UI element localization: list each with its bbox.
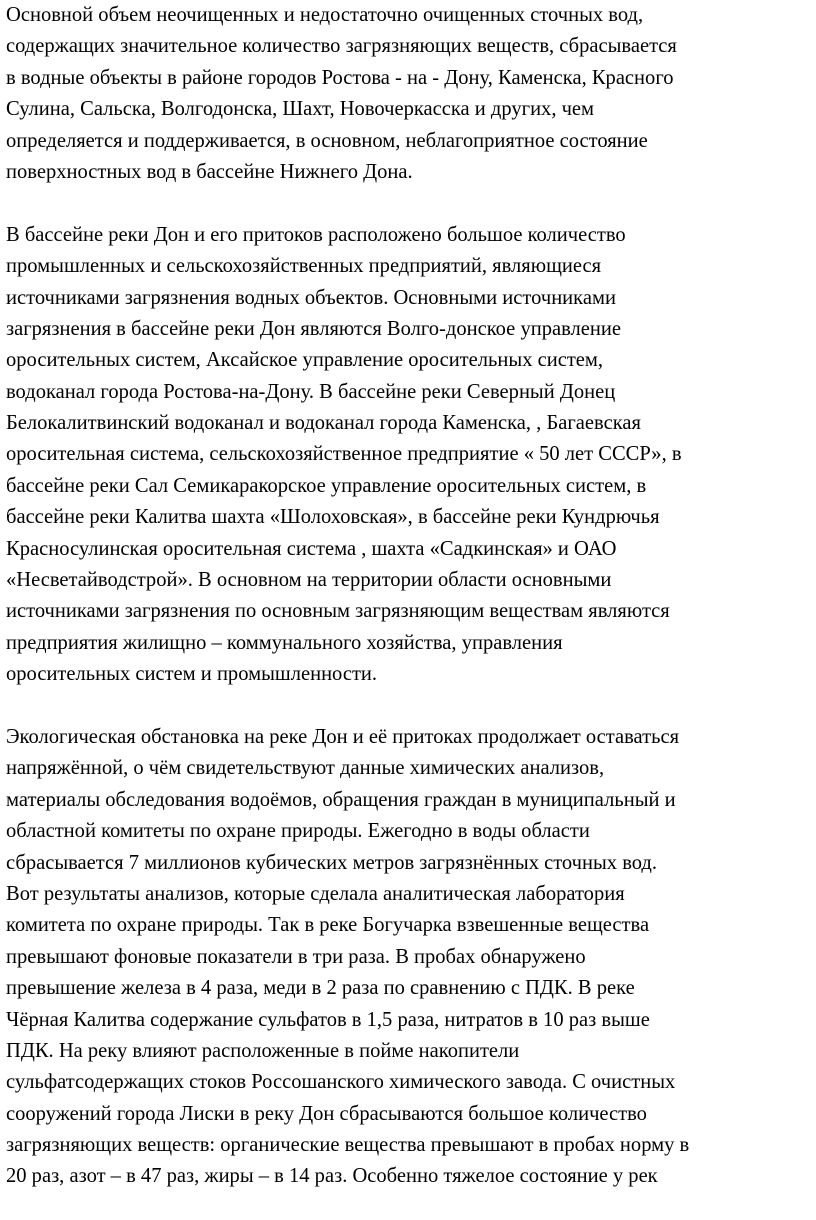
text-line: Чёрная Калитва содержание сульфатов в 1,5 раза, нитратов в 10 раз выше (6, 1008, 650, 1031)
text-line: оросительная система, сельскохозяйственное предприятие « 50 лет СССР», в (6, 443, 682, 466)
text-line: Сулина, Сальска, Волгодонска, Шахт, Новочеркасска и других, чем (6, 98, 595, 121)
text-line: источниками загрязнения водных объектов. Основными источниками (6, 286, 616, 309)
text-line: сбрасывается 7 миллионов кубических метров загрязнённых сточных вод. (6, 851, 658, 874)
document-page (6, 0, 812, 1193)
text-line: сооружений города Лиски в реку Дон сбрасываются большое количество (6, 1102, 647, 1125)
paragraph-gap (6, 691, 812, 722)
text-line: бассейне реки Сал Семикаракорское управление оросительных систем, в (6, 474, 647, 497)
text-line: ПДК. На реку влияют расположенные в пойме накопители (6, 1039, 520, 1062)
text-line: комитета по охране природы. Так в реке Богучарка взвешенные вещества (6, 914, 650, 937)
text-line: Белокалитвинский водоканал и водоканал города Каменска, , Багаевская (6, 412, 641, 435)
paragraph-1 (6, 0, 812, 188)
paragraph-2 (6, 220, 812, 691)
text-line: областной комитеты по охране природы. Ежегодно в воды области (6, 820, 590, 843)
paragraph-3 (6, 722, 812, 1193)
text-line: источниками загрязнения по основным загрязняющим веществам являются (6, 600, 670, 623)
text-line: в водные объекты в районе городов Ростова - на - Дону, Каменска, Красного (6, 66, 674, 89)
text-line: определяется и поддерживается, в основном, неблагоприятное состояние (6, 129, 648, 152)
text-line: загрязнения в бассейне реки Дон являются Волго-донское управление (6, 317, 622, 340)
text-line: «Несветайводстрой». В основном на территории области основными (6, 569, 612, 592)
text-line: напряжённой, о чём свидетельствуют данные химических анализов, (6, 757, 605, 780)
text-line: В бассейне реки Дон и его притоков расположено большое количество (6, 223, 626, 246)
text-line: оросительных систем и промышленности. (6, 663, 378, 686)
text-line: материалы обследования водоёмов, обращения граждан в муниципальный и (6, 788, 676, 811)
text-line: 20 раз, азот – в 47 раз, жиры – в 14 раз. Особенно тяжелое состояние у рек (6, 1165, 658, 1188)
paragraph-gap (6, 188, 812, 219)
text-line: превышение железа в 4 раза, меди в 2 раза по сравнению с ПДК. В реке (6, 977, 635, 1000)
text-line: содержащих значительное количество загрязняющих веществ, сбрасывается (6, 35, 677, 58)
text-line: промышленных и сельскохозяйственных предприятий, являющиеся (6, 255, 602, 278)
text-line: бассейне реки Калитва шахта «Шолоховская», в бассейне реки Кундрючья (6, 506, 660, 529)
text-line: загрязняющих веществ: органические вещества превышают в пробах норму в (6, 1134, 690, 1157)
text-line: Красносулинская оросительная система , шахта «Садкинская» и ОАО (6, 537, 617, 560)
text-line: Основной объем неочищенных и недостаточно очищенных сточных вод, (6, 4, 644, 26)
text-line: сульфатсодержащих стоков Россошанского химического завода. С очистных (6, 1071, 676, 1094)
text-line: предприятия жилищно – коммунального хозяйства, управления (6, 631, 563, 654)
text-line: поверхностных вод в бассейне Нижнего Дона. (6, 160, 413, 183)
text-line: превышают фоновые показатели в три раза. В пробах обнаружено (6, 945, 586, 968)
text-line: водоканал города Ростова-на-Дону. В бассейне реки Северный Донец (6, 380, 616, 403)
text-line: Экологическая обстановка на реке Дон и её притоках продолжает оставаться (6, 725, 680, 748)
text-line: оросительных систем, Аксайское управление оросительных систем, (6, 349, 604, 372)
text-line: Вот результаты анализов, которые сделала аналитическая лаборатория (6, 882, 625, 905)
